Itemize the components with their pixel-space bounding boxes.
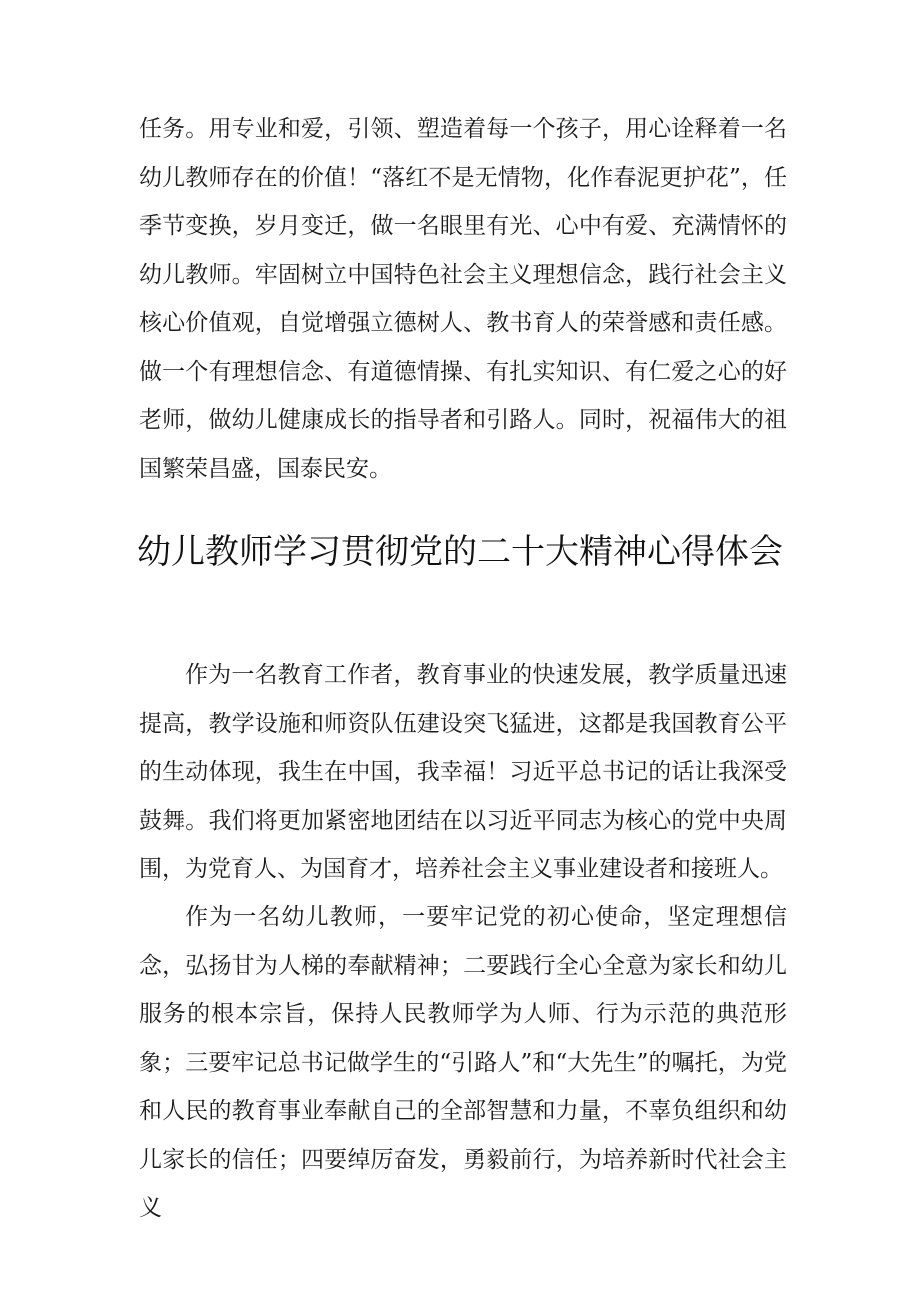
body-paragraph-2: 作为一名幼儿教师，一要牢记党的初心使命，坚定理想信念，弘扬甘为人梯的奉献精神；二要践行全心全意为家长和幼儿服务的根本宗旨，保持人民教师学为人师、行为示范的典范形象；三要牢记总书记做学生的“引路人”和“大先生”的嘱托，为党和人民的教育事业奉献自己的全部智慧和力量，不辜负组织和幼儿家长的信任；四要绰厉奋发，勇毅前行，为培养新时代社会主义 <box>139 904 787 1221</box>
article-title: 幼儿教师学习贯彻党的二十大精神心得体会 <box>137 532 783 572</box>
body-paragraph-1: 作为一名教育工作者，教育事业的快速发展，教学质量迅速提高，教学设施和师资队伍建设突飞猛进，这都是我国教育公平的生动体现，我生在中国，我幸福！习近平总书记的话让我深受鼓舞。我们将更加紧密地团结在以习近平同志为核心的党中央周围，为党育人、为国育才，培养社会主义事业建设者和接班人。 <box>139 662 787 882</box>
continued-paragraph: 任务。用专业和爱，引领、塑造着每一个孩子，用心诠释着一名幼儿教师存在的价值！“落红不是无情物，化作春泥更护花”，任季节变换，岁月变迁，做一名眼里有光、心中有爱、充满情怀的幼儿教师。牢固树立中国特色社会主义理想信念，践行社会主义核心价值观，自觉增强立德树人、教书育人的荣誉感和责任感。做一个有理想信念、有道德情操、有扎实知识、有仁爱之心的好老师，做幼儿健康成长的指导者和引路人。同时，祝福伟大的祖国繁荣昌盛，国泰民安。 <box>139 116 787 482</box>
